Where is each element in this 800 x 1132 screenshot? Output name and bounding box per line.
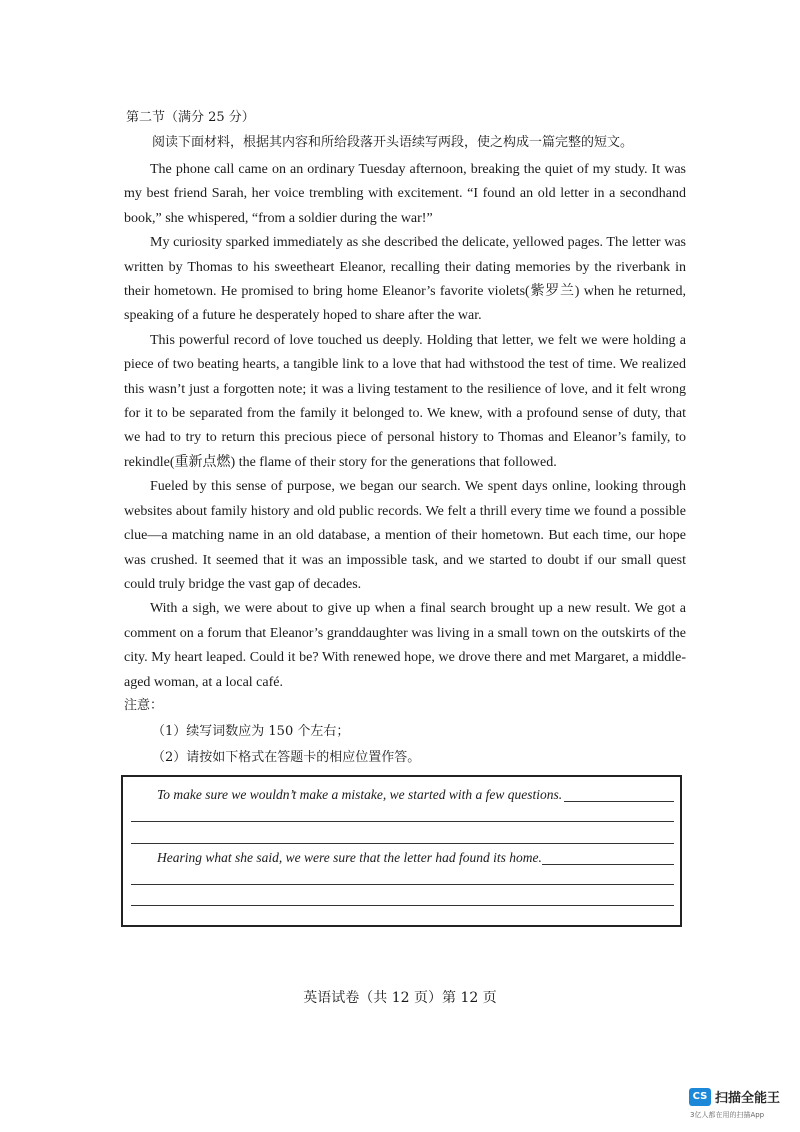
passage-paragraph: Fueled by this sense of purpose, we began our search. We spent days online, looking through websites about family history and old public records. We felt a thrill every time we found a possible clue—a matching name in an old database, a mention of their hometown. But each time, our hope was crushed. It seemed that it was an impossible task, and we started to doubt if our small quest could truly bridge the vast gap of decades.	[124, 479, 686, 592]
instruction-text: 阅读下面材料，根据其内容和所给段落开头语续写两段，使之构成一篇完整的短文。	[152, 135, 634, 150]
writing-line[interactable]	[131, 843, 674, 844]
continuation-prompt-1: To make sure we wouldn’t make a mistake, we started with a few questions.	[157, 787, 563, 802]
note-word-count: （1）续写词数应为 150 个左右；	[152, 724, 350, 739]
page-footer: 英语试卷（共 12 页）第 12 页	[303, 990, 497, 1006]
continuation-prompt-2: Hearing what she said, we were sure that the letter had found its home.	[157, 850, 542, 865]
blank-line[interactable]	[542, 864, 674, 865]
answer-box	[121, 775, 682, 927]
passage-paragraph: This powerful record of love touched us deeply. Holding that letter, we felt we were holding a piece of two beating hearts, a tangible link to a love that had withstood the test of time. We realized this wasn’t just a forgotten note; it was a living testament to the resilience of love, and it felt wrong for it to be separated from the family it belonged to. We knew, with a profound sense of duty, that we had to try to return this precious piece of personal history to Thomas and Eleanor’s family, to rekindle(重新点燃) the flame of their story for the generations that followed.	[124, 332, 686, 470]
writing-line[interactable]	[131, 884, 674, 885]
app-name: 扫描全能王	[715, 1091, 781, 1106]
app-tagline: 3亿人都在用的扫描App	[690, 1111, 765, 1119]
passage-paragraph: The phone call came on an ordinary Tuesday afternoon, breaking the quiet of my study. It was my best friend Sarah, her voice trembling with excitement. “I found an old letter in a secondhand book,” she whispered, “from a soldier during the war!”	[124, 162, 686, 226]
passage-paragraph: My curiosity sparked immediately as she described the delicate, yellowed pages. The letter was written by Thomas to his sweetheart Eleanor, recalling their dating memories by the riverbank in their hometown. He promised to bring home Eleanor’s favorite violets(紫罗兰) when he returned, speaking of a future he desperately hoped to share after the war.	[124, 235, 686, 324]
writing-line[interactable]	[131, 821, 674, 822]
reading-passage	[124, 158, 686, 695]
scanner-watermark	[689, 1087, 780, 1106]
passage-paragraph: With a sigh, we were about to give up when a final search brought up a new result. We got a comment on a forum that Eleanor’s granddaughter was living in a small town on the outskirts of the city. My heart leaped. Could it be? With renewed hope, we drove there and met Margaret, a middle-aged woman, at a local café.	[124, 601, 686, 690]
writing-line[interactable]	[131, 905, 674, 906]
notes-label: 注意：	[124, 698, 164, 713]
camscanner-logo-icon: CS	[689, 1088, 711, 1106]
note-format: （2）请按如下格式在答题卡的相应位置作答。	[152, 750, 421, 765]
blank-line[interactable]	[564, 801, 674, 802]
section-title: 第二节（满分 25 分）	[126, 110, 255, 125]
